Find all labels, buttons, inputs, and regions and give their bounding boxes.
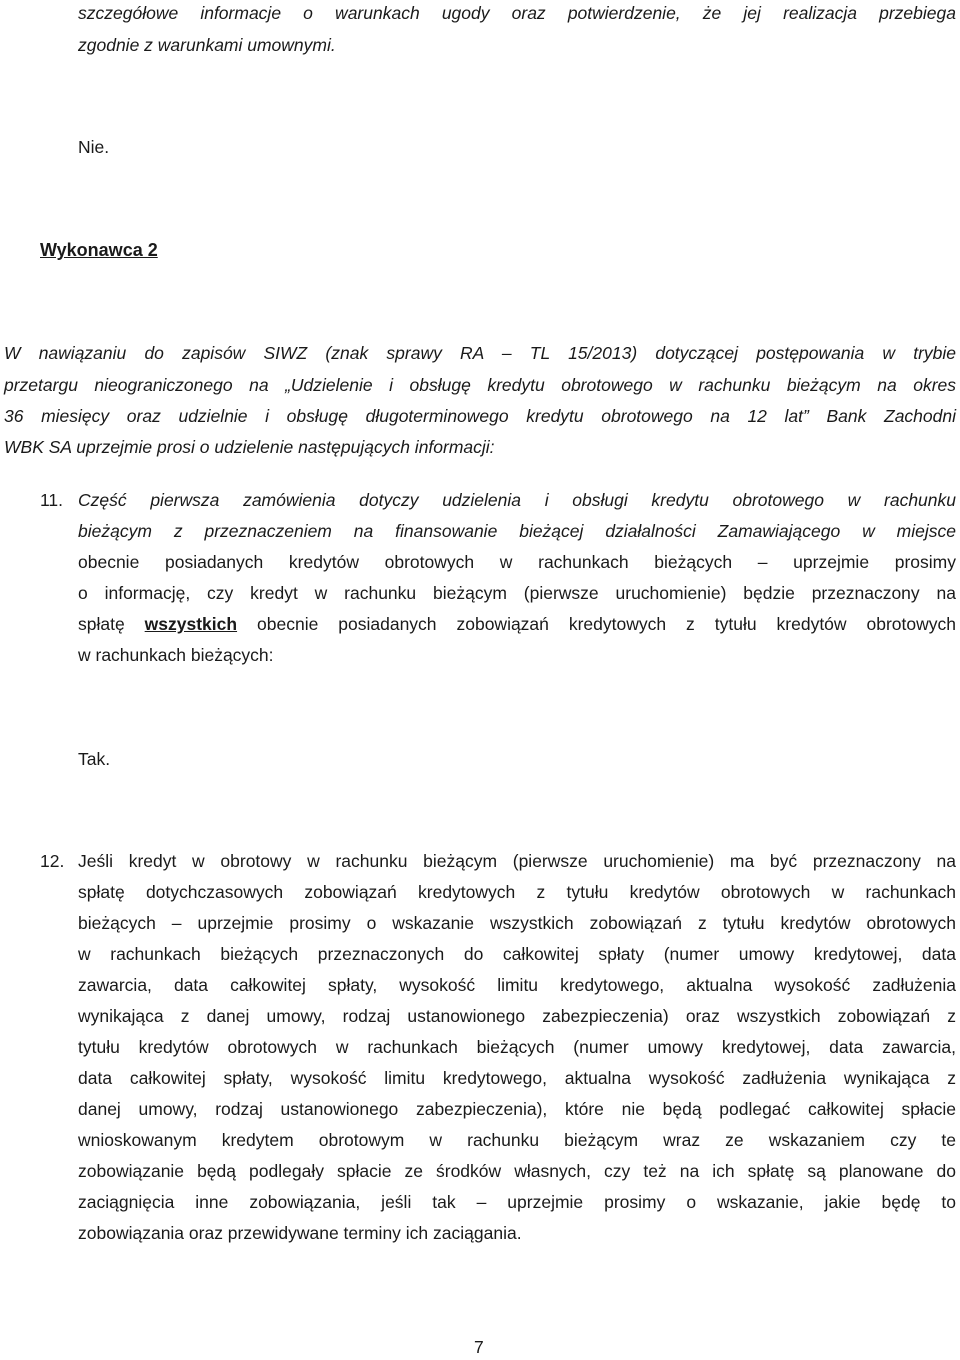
- question-12-line-7: tytułu kredytów obrotowych w rachunkach bieżących (numer umowy kredytowej, data zawarcia,: [78, 1037, 956, 1057]
- page-number: 7: [474, 1337, 484, 1357]
- question-12-line-13: zobowiązania oraz przewidywane terminy ich zaciągania.: [78, 1223, 522, 1243]
- intro-line-2: zgodnie z warunkami umownymi.: [78, 35, 336, 55]
- question-11-line-2: bieżącym z przeznaczeniem na finansowanie bieżącej działalności Zamawiającego w miejsce: [78, 521, 956, 541]
- question-11-line-1: Część pierwsza zamówienia dotyczy udzielenia i obsługi kredytu obrotowego w rachunku: [78, 490, 956, 510]
- question-12-line-1: Jeśli kredyt w obrotowy w rachunku bieżącym (pierwsze uruchomienie) ma być przeznaczony na: [78, 851, 956, 871]
- request-line-4: WBK SA uprzejmie prosi o udzielenie następujących informacji:: [4, 437, 495, 457]
- intro-line-1: szczegółowe informacje o warunkach ugody oraz potwierdzenie, że jej realizacja przebiega: [78, 3, 956, 23]
- question-11-line-5-start: spłatę: [78, 614, 145, 634]
- question-12-line-12: zaciągnięcia inne zobowiązania, jeśli tak – uprzejmie prosimy o wskazanie, jakie będę to: [78, 1192, 956, 1212]
- answer-previous: Nie.: [78, 137, 110, 157]
- question-11-number: 11.: [40, 490, 64, 510]
- answer-11: Tak.: [78, 749, 111, 769]
- question-12-line-8: data całkowitej spłaty, wysokość limitu kredytowego, aktualna wysokość zadłużenia wynikająca z: [78, 1068, 956, 1088]
- question-12-line-4: w rachunkach bieżących przeznaczonych do całkowitej spłaty (numer umowy kredytowej, data: [78, 944, 956, 964]
- request-line-2: przetargu nieograniczonego na „Udzielenie i obsługę kredytu obrotowego w rachunku bieżącym na okres: [4, 375, 956, 395]
- emphasis-all: wszystkich: [144, 614, 238, 634]
- question-12-line-5: zawarcia, data całkowitej spłaty, wysokość limitu kredytowego, aktualna wysokość zadłużenia: [78, 975, 956, 995]
- question-11-line-5: [78, 614, 956, 636]
- request-line-3: 36 miesięcy oraz udzielnie i obsługę długoterminowego kredytu obrotowego na 12 lat” Bank Zachodni: [4, 406, 956, 426]
- question-11-line-5-end: obecnie posiadanych zobowiązań kredytowych z tytułu kredytów obrotowych: [237, 614, 956, 634]
- question-11-line-3: obecnie posiadanych kredytów obrotowych w rachunkach bieżących – uprzejmie prosimy: [78, 552, 956, 572]
- question-12-line-10: wnioskowanym kredytem obrotowym w rachunku bieżącym wraz ze wskazaniem czy te: [78, 1130, 956, 1150]
- question-12-line-9: danej umowy, rodzaj ustanowionego zabezpieczenia), które nie będą podlegać całkowitej spłacie: [78, 1099, 956, 1119]
- question-12-line-3: bieżących – uprzejmie prosimy o wskazanie wszystkich zobowiązań z tytułu kredytów obrotowych: [78, 913, 956, 933]
- question-12-line-11: zobowiązanie będą podlegały spłacie ze środków własnych, czy też na ich spłatę są planowane do: [78, 1161, 956, 1181]
- question-12-number: 12.: [40, 851, 65, 871]
- request-line-1: W nawiązaniu do zapisów SIWZ (znak sprawy RA – TL 15/2013) dotyczącej postępowania w trybie: [4, 343, 956, 363]
- question-11-line-4: o informację, czy kredyt w rachunku bieżącym (pierwsze uruchomienie) będzie przeznaczony na: [78, 583, 956, 603]
- question-12-line-2: spłatę dotychczasowych zobowiązań kredytowych z tytułu kredytów obrotowych w rachunkach: [78, 882, 956, 902]
- question-11-line-6: w rachunkach bieżących:: [78, 645, 274, 665]
- contractor-heading: Wykonawca 2: [40, 240, 158, 260]
- question-12-line-6: wynikająca z danej umowy, rodzaj ustanowionego zabezpieczenia) oraz wszystkich zobowiązań z: [78, 1006, 956, 1026]
